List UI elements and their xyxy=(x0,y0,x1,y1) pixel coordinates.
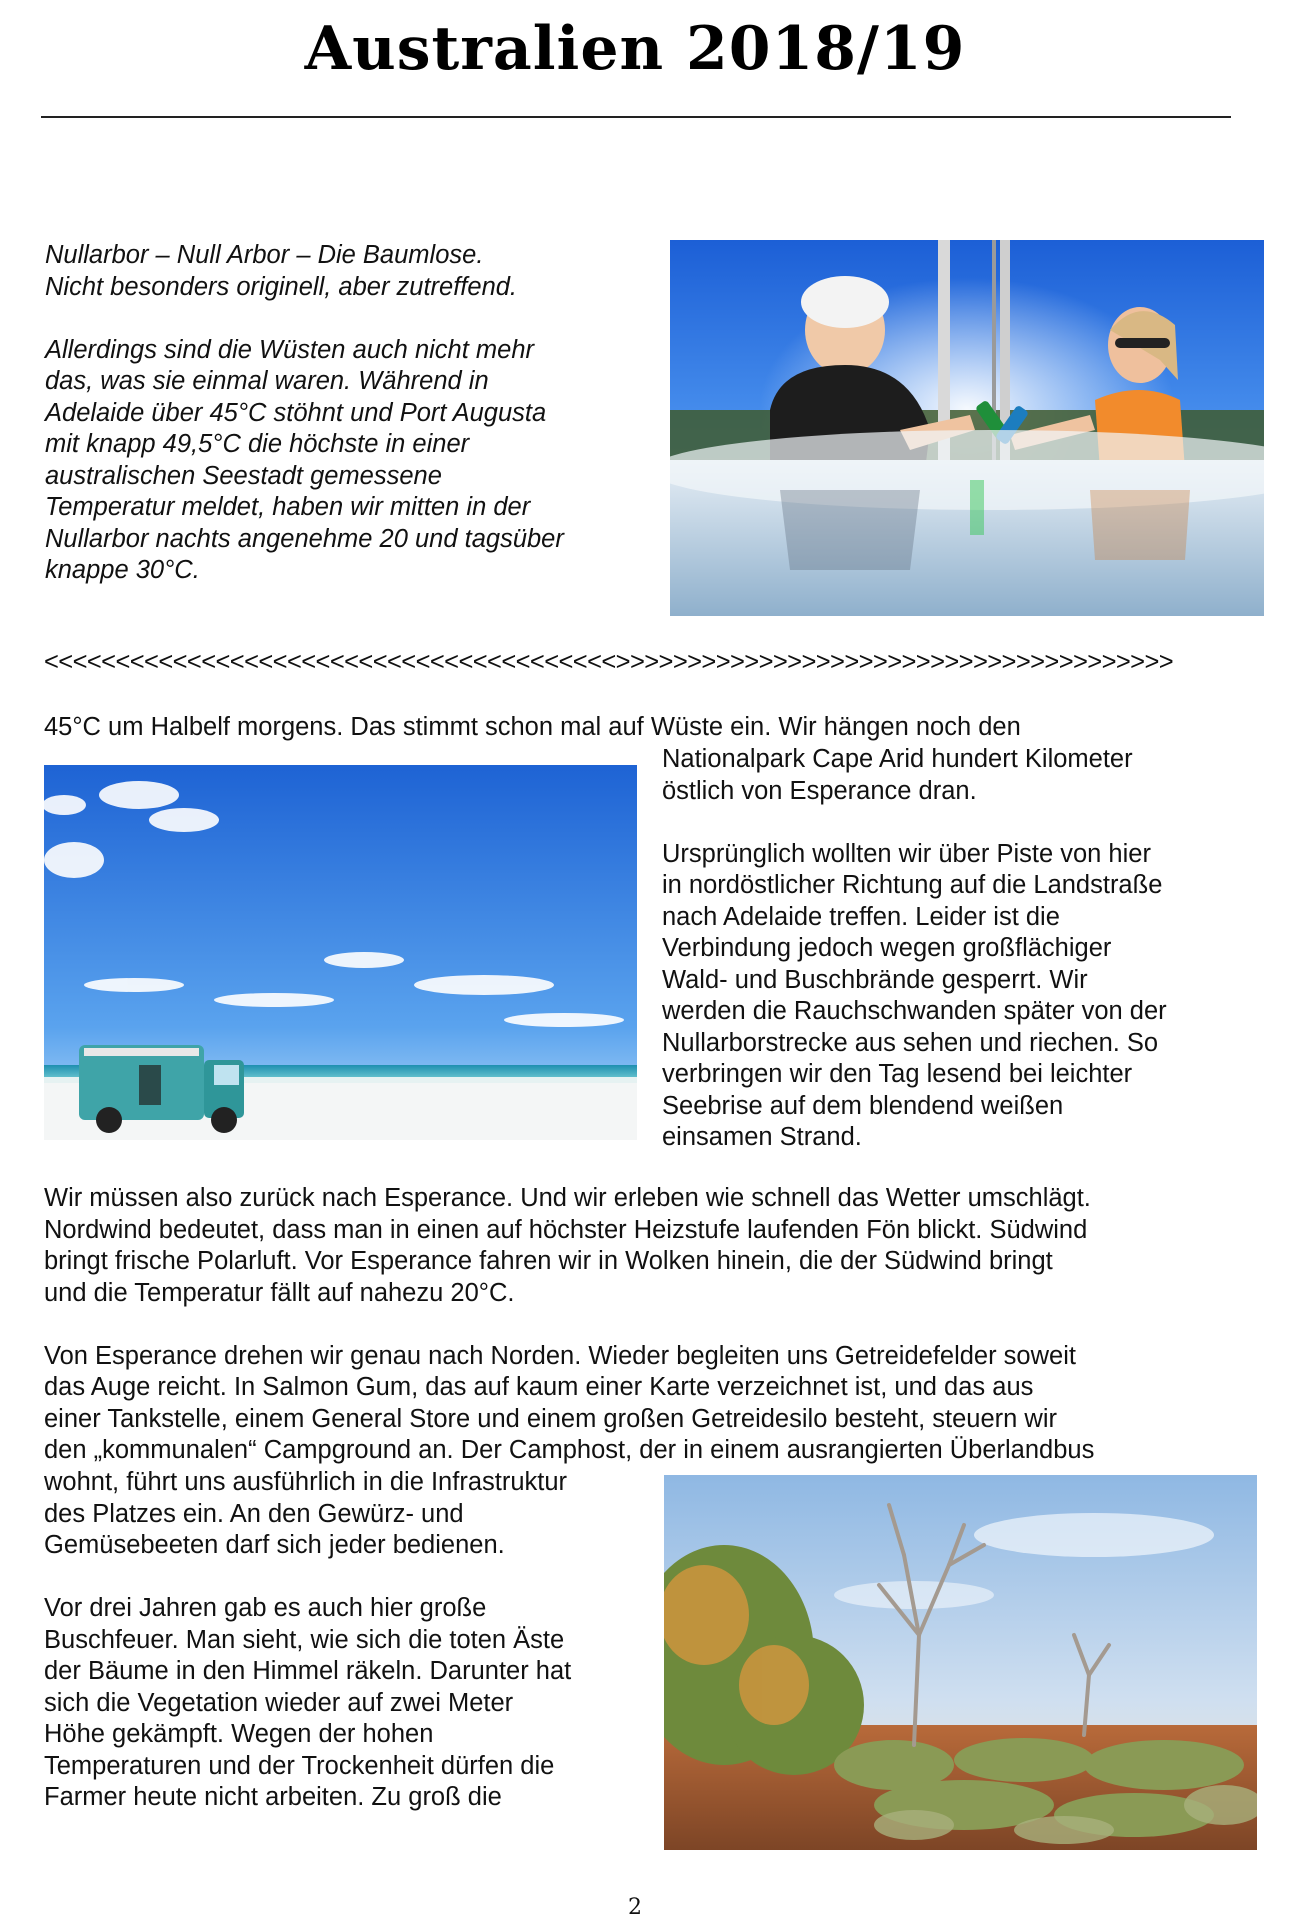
section2-right-paragraphs xyxy=(662,744,1262,1154)
section3-paragraphs xyxy=(44,1183,1264,1467)
text-line: Nullarborstrecke aus sehen und riechen. So xyxy=(662,1028,1159,1057)
text-line: Wir müssen also zurück nach Esperance. Und wir erleben wie schnell das Wetter umschlägt. xyxy=(44,1184,1091,1212)
title-underline xyxy=(41,116,1231,118)
text-line: Nullarbor – Null Arbor – Die Baumlose. xyxy=(45,241,484,269)
text-line: Buschfeuer. Man sieht, wie sich die toten Äste xyxy=(44,1625,565,1654)
text-line: den „kommunalen“ Campground an. Der Camphost, der in einem ausrangierten Überlandbus xyxy=(44,1436,1095,1464)
text-line: der Bäume in den Himmel räkeln. Darunter hat xyxy=(44,1657,572,1685)
text-line: werden die Rauchschwanden später von der xyxy=(662,997,1167,1025)
text-line: Nullarbor nachts angenehme 20 und tagsüber xyxy=(45,524,564,553)
text-line: nach Adelaide treffen. Leider ist die xyxy=(662,902,1060,931)
text-line: des Platzes ein. An den Gewürz- und xyxy=(44,1499,464,1528)
text-line: sich die Vegetation wieder auf zwei Meter xyxy=(44,1688,514,1717)
section2-first-line: 45°C um Halbelf morgens. Das stimmt schon mal auf Wüste ein. Wir hängen noch den xyxy=(44,713,1021,741)
text-line: Gemüsebeeten darf sich jeder bedienen. xyxy=(44,1531,505,1559)
text-line: australischen Seestadt gemessene xyxy=(45,461,442,490)
text-line: in nordöstlicher Richtung auf die Landstraße xyxy=(662,871,1163,899)
text-line: Adelaide über 45°C stöhnt und Port Augusta xyxy=(45,398,547,427)
page-number: 2 xyxy=(628,1895,642,1920)
text-line: Nordwind bedeutet, dass man in einen auf höchster Heizstufe laufenden Fön blickt. Südwind xyxy=(44,1215,1088,1244)
section4-paragraphs xyxy=(44,1467,664,1814)
text-line: Vor drei Jahren gab es auch hier große xyxy=(44,1594,487,1622)
text-line: Verbindung jedoch wegen großflächiger xyxy=(662,934,1112,962)
text-line: Ursprünglich wollten wir über Piste von hier xyxy=(662,839,1151,868)
text-line: wohnt, führt uns ausführlich in die Infrastruktur xyxy=(44,1468,568,1496)
text-line: Allerdings sind die Wüsten auch nicht mehr xyxy=(45,335,534,364)
text-line: Seebrise auf dem blendend weißen xyxy=(662,1091,1064,1120)
text-line: mit knapp 49,5°C die höchste in einer xyxy=(45,430,470,458)
text-line: Von Esperance drehen wir genau nach Norden. Wieder begleiten uns Getreidefelder soweit xyxy=(44,1341,1076,1370)
text-line: Höhe gekämpft. Wegen der hohen xyxy=(44,1720,434,1748)
photo-couple-toasting xyxy=(670,240,1264,616)
text-line: Temperaturen und der Trockenheit dürfen die xyxy=(44,1751,555,1780)
text-line: Nicht besonders originell, aber zutreffend. xyxy=(45,272,518,301)
text-line: einer Tankstelle, einem General Store und einem großen Getreidesilo besteht, steuern wir xyxy=(44,1404,1057,1433)
text-line: das, was sie einmal waren. Während in xyxy=(45,367,489,395)
section-separator: <<<<<<<<<<<<<<<<<<<<<<<<<<<<<<<<<<<<<<<<>>>>>>>>>>>>>>>>>>>>>>>>>>>>>>>>>>>>>>> xyxy=(44,648,1174,676)
text-line: knappe 30°C. xyxy=(45,556,200,584)
text-line: bringt frische Polarluft. Vor Esperance fahren wir in Wolken hinein, die der Südwind bringt xyxy=(44,1247,1053,1275)
text-line: verbringen wir den Tag lesend bei leichter xyxy=(662,1060,1133,1088)
text-line: Farmer heute nicht arbeiten. Zu groß die xyxy=(44,1783,502,1811)
text-line: das Auge reicht. In Salmon Gum, das auf kaum einer Karte verzeichnet ist, und das aus xyxy=(44,1373,1034,1401)
text-line: einsamen Strand. xyxy=(662,1123,862,1151)
text-line: und die Temperatur fällt auf nahezu 20°C. xyxy=(44,1278,515,1307)
photo-truck-on-beach xyxy=(44,765,637,1140)
photo-dead-trees-bushland xyxy=(664,1475,1257,1850)
intro-paragraph xyxy=(45,240,655,587)
page-title: Australien 2018/19 xyxy=(304,14,966,84)
text-line: Nationalpark Cape Arid hundert Kilometer xyxy=(662,745,1133,773)
text-line: Wald- und Buschbrände gesperrt. Wir xyxy=(662,965,1088,994)
text-line: östlich von Esperance dran. xyxy=(662,776,977,805)
text-line: Temperatur meldet, haben wir mitten in der xyxy=(45,493,531,521)
